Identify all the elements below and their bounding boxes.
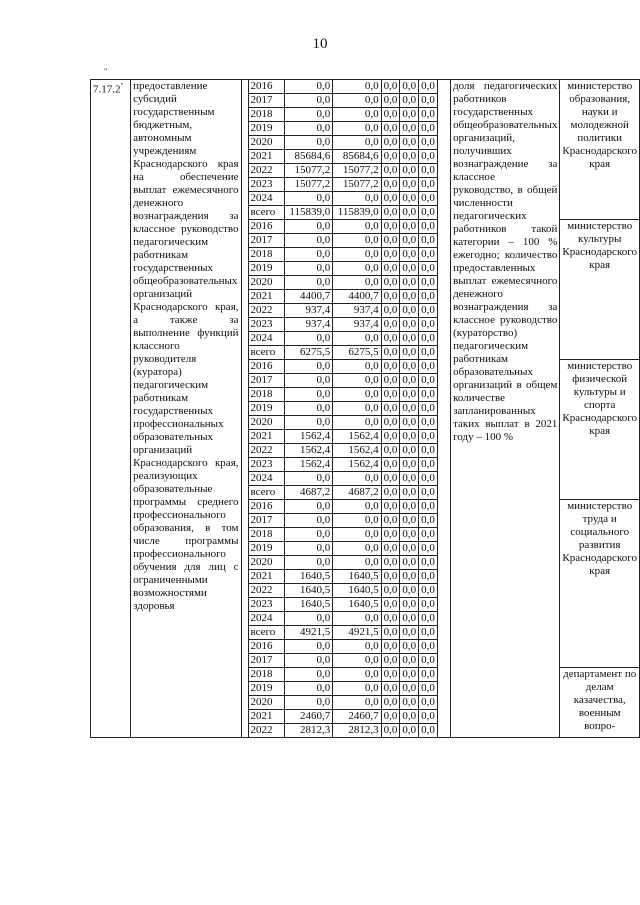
- regional-budget-cell: 0,0: [333, 374, 381, 388]
- federal-budget-cell: 0,0: [381, 472, 400, 486]
- total-cell: 1640,5: [284, 570, 332, 584]
- other-sources-cell: 0,0: [419, 528, 438, 542]
- program-table: [90, 79, 640, 738]
- local-budget-cell: 0,0: [400, 654, 419, 668]
- local-budget-cell: 0,0: [400, 388, 419, 402]
- regional-budget-cell: 2812,3: [333, 724, 381, 738]
- other-sources-cell: 0,0: [419, 556, 438, 570]
- year-cell: 2024: [248, 472, 284, 486]
- year-cell: 2020: [248, 416, 284, 430]
- regional-budget-cell: 0,0: [333, 388, 381, 402]
- total-cell: 0,0: [284, 360, 332, 374]
- year-cell: 2023: [248, 178, 284, 192]
- federal-budget-cell: 0,0: [381, 318, 400, 332]
- regional-budget-cell: 4687,2: [333, 486, 381, 500]
- row-number-cell: [91, 80, 131, 738]
- other-sources-cell: 0,0: [419, 444, 438, 458]
- total-cell: 0,0: [284, 94, 332, 108]
- regional-budget-cell: 0,0: [333, 416, 381, 430]
- total-cell: 0,0: [284, 234, 332, 248]
- total-cell: 0,0: [284, 192, 332, 206]
- regional-budget-cell: 0,0: [333, 542, 381, 556]
- other-sources-cell: 0,0: [419, 570, 438, 584]
- regional-budget-cell: 1640,5: [333, 570, 381, 584]
- regional-budget-cell: 0,0: [333, 220, 381, 234]
- total-cell: 0,0: [284, 612, 332, 626]
- other-sources-cell: 0,0: [419, 654, 438, 668]
- local-budget-cell: 0,0: [400, 262, 419, 276]
- year-cell: 2016: [248, 360, 284, 374]
- executor-cell: министерство образования, науки и молодежной политики Краснодарского края: [560, 80, 640, 220]
- federal-budget-cell: 0,0: [381, 626, 400, 640]
- total-cell: 0,0: [284, 374, 332, 388]
- federal-budget-cell: 0,0: [381, 192, 400, 206]
- total-cell: 0,0: [284, 262, 332, 276]
- year-cell: 2021: [248, 290, 284, 304]
- regional-budget-cell: 0,0: [333, 556, 381, 570]
- regional-budget-cell: 1640,5: [333, 584, 381, 598]
- other-sources-cell: 0,0: [419, 164, 438, 178]
- local-budget-cell: 0,0: [400, 668, 419, 682]
- year-cell: 2018: [248, 108, 284, 122]
- regional-budget-cell: 0,0: [333, 108, 381, 122]
- federal-budget-cell: 0,0: [381, 430, 400, 444]
- other-sources-cell: 0,0: [419, 696, 438, 710]
- regional-budget-cell: 0,0: [333, 234, 381, 248]
- table-row: [91, 80, 640, 94]
- regional-budget-cell: 15077,2: [333, 164, 381, 178]
- federal-budget-cell: 0,0: [381, 108, 400, 122]
- local-budget-cell: 0,0: [400, 724, 419, 738]
- local-budget-cell: 0,0: [400, 430, 419, 444]
- local-budget-cell: 0,0: [400, 206, 419, 220]
- local-budget-cell: 0,0: [400, 318, 419, 332]
- other-sources-cell: 0,0: [419, 626, 438, 640]
- federal-budget-cell: 0,0: [381, 668, 400, 682]
- federal-budget-cell: 0,0: [381, 444, 400, 458]
- total-cell: 937,4: [284, 318, 332, 332]
- local-budget-cell: 0,0: [400, 108, 419, 122]
- local-budget-cell: 0,0: [400, 472, 419, 486]
- regional-budget-cell: 0,0: [333, 402, 381, 416]
- other-sources-cell: 0,0: [419, 430, 438, 444]
- year-cell: 2024: [248, 612, 284, 626]
- federal-budget-cell: 0,0: [381, 164, 400, 178]
- regional-budget-cell: 0,0: [333, 500, 381, 514]
- other-sources-cell: 0,0: [419, 416, 438, 430]
- local-budget-cell: 0,0: [400, 528, 419, 542]
- federal-budget-cell: 0,0: [381, 416, 400, 430]
- other-sources-cell: 0,0: [419, 640, 438, 654]
- total-cell: 2812,3: [284, 724, 332, 738]
- local-budget-cell: 0,0: [400, 374, 419, 388]
- regional-budget-cell: 0,0: [333, 696, 381, 710]
- total-cell: 0,0: [284, 514, 332, 528]
- regional-budget-cell: 4400,7: [333, 290, 381, 304]
- total-cell: 0,0: [284, 388, 332, 402]
- other-sources-cell: 0,0: [419, 346, 438, 360]
- federal-budget-cell: 0,0: [381, 304, 400, 318]
- regional-budget-cell: 1562,4: [333, 458, 381, 472]
- year-cell: 2017: [248, 654, 284, 668]
- regional-budget-cell: 0,0: [333, 276, 381, 290]
- federal-budget-cell: 0,0: [381, 206, 400, 220]
- year-cell: 2018: [248, 388, 284, 402]
- page-number: 10: [312, 36, 328, 52]
- total-cell: 0,0: [284, 528, 332, 542]
- year-cell: 2023: [248, 458, 284, 472]
- year-cell: 2023: [248, 598, 284, 612]
- federal-budget-cell: 0,0: [381, 136, 400, 150]
- regional-budget-cell: 0,0: [333, 332, 381, 346]
- regional-budget-cell: 15077,2: [333, 178, 381, 192]
- regional-budget-cell: 0,0: [333, 668, 381, 682]
- other-sources-cell: 0,0: [419, 682, 438, 696]
- local-budget-cell: 0,0: [400, 640, 419, 654]
- total-cell: 0,0: [284, 332, 332, 346]
- federal-budget-cell: 0,0: [381, 402, 400, 416]
- federal-budget-cell: 0,0: [381, 248, 400, 262]
- federal-budget-cell: 0,0: [381, 654, 400, 668]
- local-budget-cell: 0,0: [400, 332, 419, 346]
- year-cell: 2016: [248, 640, 284, 654]
- regional-budget-cell: 85684,6: [333, 150, 381, 164]
- local-budget-cell: 0,0: [400, 360, 419, 374]
- regional-budget-cell: 4921,5: [333, 626, 381, 640]
- federal-budget-cell: 0,0: [381, 598, 400, 612]
- regional-budget-cell: 0,0: [333, 640, 381, 654]
- other-sources-cell: 0,0: [419, 332, 438, 346]
- local-budget-cell: 0,0: [400, 710, 419, 724]
- local-budget-cell: 0,0: [400, 234, 419, 248]
- year-cell: 2019: [248, 262, 284, 276]
- year-cell: 2022: [248, 724, 284, 738]
- top-mark: ": [104, 67, 108, 76]
- other-sources-cell: 0,0: [419, 500, 438, 514]
- total-cell: 937,4: [284, 304, 332, 318]
- local-budget-cell: 0,0: [400, 556, 419, 570]
- regional-budget-cell: 0,0: [333, 248, 381, 262]
- regional-budget-cell: 0,0: [333, 654, 381, 668]
- year-cell: 2019: [248, 682, 284, 696]
- federal-budget-cell: 0,0: [381, 682, 400, 696]
- spacer-column: [241, 80, 248, 738]
- regional-budget-cell: 0,0: [333, 612, 381, 626]
- regional-budget-cell: 1562,4: [333, 430, 381, 444]
- other-sources-cell: 0,0: [419, 374, 438, 388]
- other-sources-cell: 0,0: [419, 178, 438, 192]
- other-sources-cell: 0,0: [419, 542, 438, 556]
- federal-budget-cell: 0,0: [381, 710, 400, 724]
- other-sources-cell: 0,0: [419, 262, 438, 276]
- year-cell: 2017: [248, 374, 284, 388]
- year-cell: всего: [248, 626, 284, 640]
- local-budget-cell: 0,0: [400, 542, 419, 556]
- total-cell: 0,0: [284, 416, 332, 430]
- total-cell: 0,0: [284, 556, 332, 570]
- regional-budget-cell: 937,4: [333, 318, 381, 332]
- year-cell: 2021: [248, 570, 284, 584]
- other-sources-cell: 0,0: [419, 290, 438, 304]
- regional-budget-cell: 0,0: [333, 136, 381, 150]
- year-cell: 2018: [248, 248, 284, 262]
- total-cell: 15077,2: [284, 178, 332, 192]
- total-cell: 1562,4: [284, 444, 332, 458]
- other-sources-cell: 0,0: [419, 304, 438, 318]
- year-cell: 2021: [248, 150, 284, 164]
- regional-budget-cell: 0,0: [333, 682, 381, 696]
- total-cell: 6275,5: [284, 346, 332, 360]
- local-budget-cell: 0,0: [400, 80, 419, 94]
- federal-budget-cell: 0,0: [381, 122, 400, 136]
- federal-budget-cell: 0,0: [381, 234, 400, 248]
- regional-budget-cell: 0,0: [333, 192, 381, 206]
- other-sources-cell: 0,0: [419, 458, 438, 472]
- year-cell: 2021: [248, 430, 284, 444]
- federal-budget-cell: 0,0: [381, 94, 400, 108]
- local-budget-cell: 0,0: [400, 248, 419, 262]
- regional-budget-cell: 115839,0: [333, 206, 381, 220]
- regional-budget-cell: 0,0: [333, 262, 381, 276]
- total-cell: 0,0: [284, 402, 332, 416]
- federal-budget-cell: 0,0: [381, 150, 400, 164]
- federal-budget-cell: 0,0: [381, 724, 400, 738]
- year-cell: 2020: [248, 276, 284, 290]
- other-sources-cell: 0,0: [419, 724, 438, 738]
- local-budget-cell: 0,0: [400, 276, 419, 290]
- year-cell: 2017: [248, 94, 284, 108]
- other-sources-cell: 0,0: [419, 388, 438, 402]
- total-cell: 115839,0: [284, 206, 332, 220]
- total-cell: 4921,5: [284, 626, 332, 640]
- total-cell: 15077,2: [284, 164, 332, 178]
- other-sources-cell: 0,0: [419, 94, 438, 108]
- total-cell: 0,0: [284, 640, 332, 654]
- total-cell: 2460,7: [284, 710, 332, 724]
- federal-budget-cell: 0,0: [381, 696, 400, 710]
- regional-budget-cell: 2460,7: [333, 710, 381, 724]
- spacer-column: [437, 80, 450, 738]
- total-cell: 4687,2: [284, 486, 332, 500]
- year-cell: 2024: [248, 192, 284, 206]
- executor-cell: министерство культуры Краснодарского края: [560, 220, 640, 360]
- federal-budget-cell: 0,0: [381, 276, 400, 290]
- regional-budget-cell: 1640,5: [333, 598, 381, 612]
- year-cell: 2019: [248, 122, 284, 136]
- total-cell: 1640,5: [284, 598, 332, 612]
- local-budget-cell: 0,0: [400, 682, 419, 696]
- year-cell: 2020: [248, 136, 284, 150]
- federal-budget-cell: 0,0: [381, 584, 400, 598]
- local-budget-cell: 0,0: [400, 304, 419, 318]
- federal-budget-cell: 0,0: [381, 570, 400, 584]
- regional-budget-cell: 0,0: [333, 514, 381, 528]
- federal-budget-cell: 0,0: [381, 360, 400, 374]
- federal-budget-cell: 0,0: [381, 640, 400, 654]
- other-sources-cell: 0,0: [419, 136, 438, 150]
- total-cell: 0,0: [284, 276, 332, 290]
- total-cell: 0,0: [284, 122, 332, 136]
- other-sources-cell: 0,0: [419, 80, 438, 94]
- local-budget-cell: 0,0: [400, 346, 419, 360]
- year-cell: 2018: [248, 528, 284, 542]
- other-sources-cell: 0,0: [419, 514, 438, 528]
- federal-budget-cell: 0,0: [381, 556, 400, 570]
- local-budget-cell: 0,0: [400, 402, 419, 416]
- year-cell: 2022: [248, 444, 284, 458]
- regional-budget-cell: 6275,5: [333, 346, 381, 360]
- year-cell: 2020: [248, 556, 284, 570]
- executor-cell: департамент по делам казачества, военным вопро-: [560, 668, 640, 738]
- total-cell: 0,0: [284, 696, 332, 710]
- year-cell: 2016: [248, 80, 284, 94]
- total-cell: 4400,7: [284, 290, 332, 304]
- year-cell: всего: [248, 206, 284, 220]
- year-cell: 2022: [248, 584, 284, 598]
- local-budget-cell: 0,0: [400, 500, 419, 514]
- regional-budget-cell: 0,0: [333, 94, 381, 108]
- year-cell: 2022: [248, 304, 284, 318]
- total-cell: 0,0: [284, 248, 332, 262]
- target-indicator: доля педагогических работников государственных общеобразовательных организаций, получивших вознаграждение за классное руководство, в общей численности педагогических работников такой категории – 100 % ежегодно; количество предоставленных выплат ежемесячного денежного вознаграждения за классное руководство (кураторство) педагогическим работникам образовательных организаций в общем количестве запланированных таких выплат в 2021 году – 100 %: [451, 80, 560, 738]
- local-budget-cell: 0,0: [400, 136, 419, 150]
- local-budget-cell: 0,0: [400, 626, 419, 640]
- other-sources-cell: 0,0: [419, 360, 438, 374]
- year-cell: 2017: [248, 514, 284, 528]
- local-budget-cell: 0,0: [400, 584, 419, 598]
- total-cell: 0,0: [284, 136, 332, 150]
- total-cell: 0,0: [284, 80, 332, 94]
- local-budget-cell: 0,0: [400, 150, 419, 164]
- local-budget-cell: 0,0: [400, 444, 419, 458]
- regional-budget-cell: 0,0: [333, 122, 381, 136]
- federal-budget-cell: 0,0: [381, 220, 400, 234]
- federal-budget-cell: 0,0: [381, 458, 400, 472]
- federal-budget-cell: 0,0: [381, 528, 400, 542]
- federal-budget-cell: 0,0: [381, 388, 400, 402]
- other-sources-cell: 0,0: [419, 318, 438, 332]
- total-cell: 0,0: [284, 500, 332, 514]
- total-cell: 0,0: [284, 668, 332, 682]
- total-cell: 0,0: [284, 542, 332, 556]
- year-cell: 2016: [248, 220, 284, 234]
- other-sources-cell: 0,0: [419, 402, 438, 416]
- federal-budget-cell: 0,0: [381, 542, 400, 556]
- federal-budget-cell: 0,0: [381, 80, 400, 94]
- other-sources-cell: 0,0: [419, 584, 438, 598]
- regional-budget-cell: 0,0: [333, 360, 381, 374]
- year-cell: 2019: [248, 402, 284, 416]
- table-body: [91, 80, 640, 738]
- federal-budget-cell: 0,0: [381, 500, 400, 514]
- other-sources-cell: 0,0: [419, 122, 438, 136]
- regional-budget-cell: 0,0: [333, 80, 381, 94]
- local-budget-cell: 0,0: [400, 570, 419, 584]
- local-budget-cell: 0,0: [400, 290, 419, 304]
- federal-budget-cell: 0,0: [381, 290, 400, 304]
- other-sources-cell: 0,0: [419, 108, 438, 122]
- year-cell: 2018: [248, 668, 284, 682]
- other-sources-cell: 0,0: [419, 248, 438, 262]
- row-number-mark: ": [120, 82, 124, 90]
- regional-budget-cell: 0,0: [333, 472, 381, 486]
- other-sources-cell: 0,0: [419, 206, 438, 220]
- other-sources-cell: 0,0: [419, 220, 438, 234]
- executor-cell: министерство физической культуры и спорта Краснодарского края: [560, 360, 640, 500]
- year-cell: 2020: [248, 696, 284, 710]
- total-cell: 1562,4: [284, 430, 332, 444]
- total-cell: 1562,4: [284, 458, 332, 472]
- total-cell: 0,0: [284, 654, 332, 668]
- year-cell: всего: [248, 346, 284, 360]
- local-budget-cell: 0,0: [400, 458, 419, 472]
- federal-budget-cell: 0,0: [381, 486, 400, 500]
- other-sources-cell: 0,0: [419, 710, 438, 724]
- year-cell: 2016: [248, 500, 284, 514]
- row-number: 7.17.2: [93, 83, 121, 96]
- other-sources-cell: 0,0: [419, 472, 438, 486]
- local-budget-cell: 0,0: [400, 696, 419, 710]
- year-cell: 2024: [248, 332, 284, 346]
- federal-budget-cell: 0,0: [381, 346, 400, 360]
- local-budget-cell: 0,0: [400, 164, 419, 178]
- local-budget-cell: 0,0: [400, 192, 419, 206]
- federal-budget-cell: 0,0: [381, 374, 400, 388]
- local-budget-cell: 0,0: [400, 122, 419, 136]
- local-budget-cell: 0,0: [400, 486, 419, 500]
- local-budget-cell: 0,0: [400, 416, 419, 430]
- other-sources-cell: 0,0: [419, 612, 438, 626]
- regional-budget-cell: 937,4: [333, 304, 381, 318]
- other-sources-cell: 0,0: [419, 598, 438, 612]
- total-cell: 85684,6: [284, 150, 332, 164]
- other-sources-cell: 0,0: [419, 486, 438, 500]
- local-budget-cell: 0,0: [400, 612, 419, 626]
- total-cell: 0,0: [284, 108, 332, 122]
- regional-budget-cell: 0,0: [333, 528, 381, 542]
- other-sources-cell: 0,0: [419, 276, 438, 290]
- total-cell: 1640,5: [284, 584, 332, 598]
- year-cell: 2017: [248, 234, 284, 248]
- federal-budget-cell: 0,0: [381, 262, 400, 276]
- other-sources-cell: 0,0: [419, 234, 438, 248]
- year-cell: 2019: [248, 542, 284, 556]
- year-cell: всего: [248, 486, 284, 500]
- regional-budget-cell: 1562,4: [333, 444, 381, 458]
- federal-budget-cell: 0,0: [381, 332, 400, 346]
- federal-budget-cell: 0,0: [381, 514, 400, 528]
- executor-cell: министерство труда и социального развития Краснодарского края: [560, 500, 640, 668]
- total-cell: 0,0: [284, 472, 332, 486]
- local-budget-cell: 0,0: [400, 220, 419, 234]
- year-cell: 2021: [248, 710, 284, 724]
- total-cell: 0,0: [284, 220, 332, 234]
- other-sources-cell: 0,0: [419, 668, 438, 682]
- local-budget-cell: 0,0: [400, 94, 419, 108]
- year-cell: 2022: [248, 164, 284, 178]
- local-budget-cell: 0,0: [400, 598, 419, 612]
- federal-budget-cell: 0,0: [381, 612, 400, 626]
- other-sources-cell: 0,0: [419, 150, 438, 164]
- measure-name: предоставление субсидий государственным бюджетным, автономным учреждениям Краснодарского края на обеспечение выплат ежемесячного денежного вознаграждения за классное руководство педагогическим работникам государственных общеобразовательных организаций Краснодарского края, а также за выполнение функций классного руководителя (куратора) педагогическим работникам государственных профессиональных образовательных организаций Краснодарского края, реализующих образовательные программы среднего профессионального образования, в том числе программы профессионального обучения для лиц с ограниченными возможностями здоровья: [131, 80, 241, 738]
- federal-budget-cell: 0,0: [381, 178, 400, 192]
- local-budget-cell: 0,0: [400, 178, 419, 192]
- year-cell: 2023: [248, 318, 284, 332]
- local-budget-cell: 0,0: [400, 514, 419, 528]
- total-cell: 0,0: [284, 682, 332, 696]
- other-sources-cell: 0,0: [419, 192, 438, 206]
